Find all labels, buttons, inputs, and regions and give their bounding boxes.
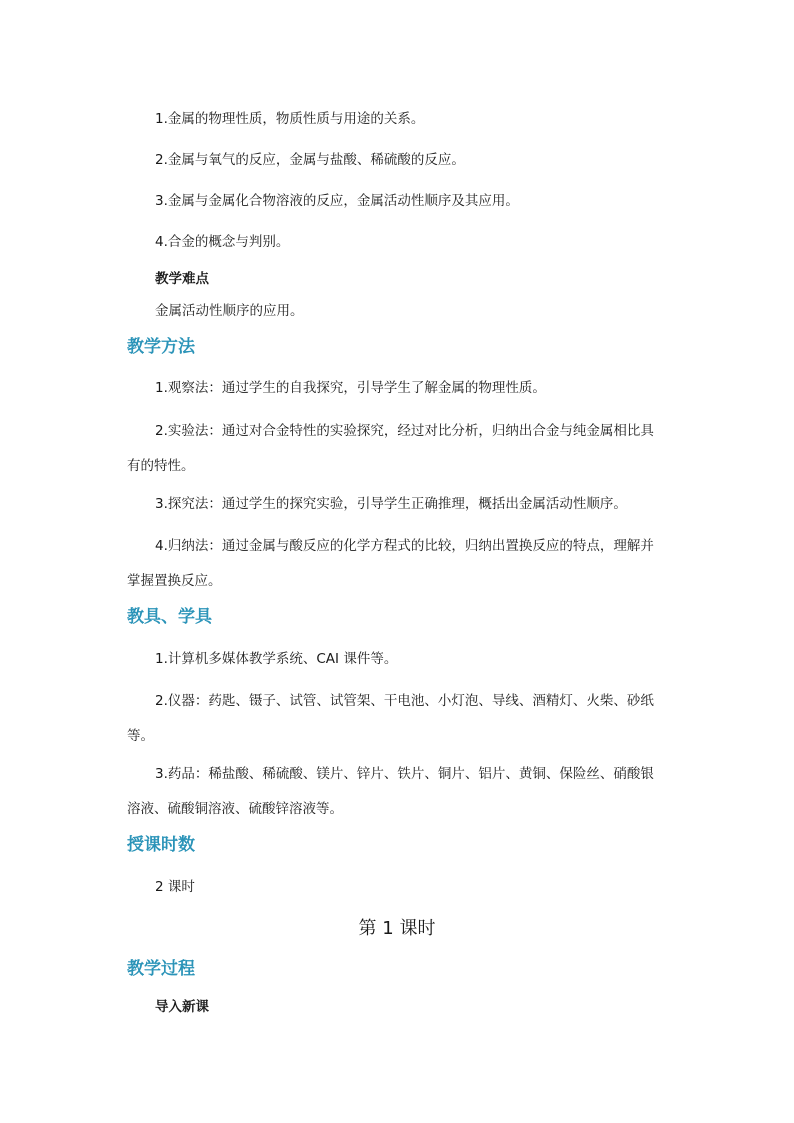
method-item-3: 3.探究法：通过学生的探究实验，引导学生正确推理，概括出金属活动性顺序。 bbox=[155, 496, 627, 512]
key-point-1: 1.金属的物理性质，物质性质与用途的关系。 bbox=[155, 111, 425, 127]
process-heading: 教学过程 bbox=[127, 959, 195, 979]
tool-item-2-cont: 等。 bbox=[127, 728, 154, 744]
key-point-3: 3.金属与金属化合物溶液的反应，金属活动性顺序及其应用。 bbox=[155, 193, 519, 209]
difficulty-text: 金属活动性顺序的应用。 bbox=[155, 303, 304, 319]
lesson-title: 第 1 课时 bbox=[358, 918, 436, 939]
tool-item-1: 1.计算机多媒体教学系统、CAI 课件等。 bbox=[155, 651, 398, 667]
key-point-2: 2.金属与氧气的反应，金属与盐酸、稀硫酸的反应。 bbox=[155, 152, 465, 168]
difficulty-heading: 教学难点 bbox=[155, 271, 209, 287]
process-subheading: 导入新课 bbox=[155, 999, 209, 1015]
hours-heading: 授课时数 bbox=[127, 835, 195, 855]
method-item-2: 2.实验法：通过对合金特性的实验探究，经过对比分析，归纳出合金与纯金属相比具 bbox=[155, 423, 654, 439]
key-point-4: 4.合金的概念与判别。 bbox=[155, 234, 290, 250]
tools-heading: 教具、学具 bbox=[127, 607, 212, 627]
method-item-4-cont: 掌握置换反应。 bbox=[127, 573, 222, 589]
tool-item-3-cont: 溶液、硫酸铜溶液、硫酸锌溶液等。 bbox=[127, 801, 343, 817]
tool-item-2: 2.仪器：药匙、镊子、试管、试管架、干电池、小灯泡、导线、酒精灯、火柴、砂纸 bbox=[155, 693, 654, 709]
tool-item-3: 3.药品：稀盐酸、稀硫酸、镁片、锌片、铁片、铜片、铝片、黄铜、保险丝、硝酸银 bbox=[155, 766, 654, 782]
method-item-1: 1.观察法：通过学生的自我探究，引导学生了解金属的物理性质。 bbox=[155, 380, 546, 396]
methods-heading: 教学方法 bbox=[127, 337, 195, 357]
method-item-4: 4.归纳法：通过金属与酸反应的化学方程式的比较，归纳出置换反应的特点，理解并 bbox=[155, 538, 654, 554]
hours-text: 2 课时 bbox=[155, 879, 195, 895]
method-item-2-cont: 有的特性。 bbox=[127, 458, 195, 474]
